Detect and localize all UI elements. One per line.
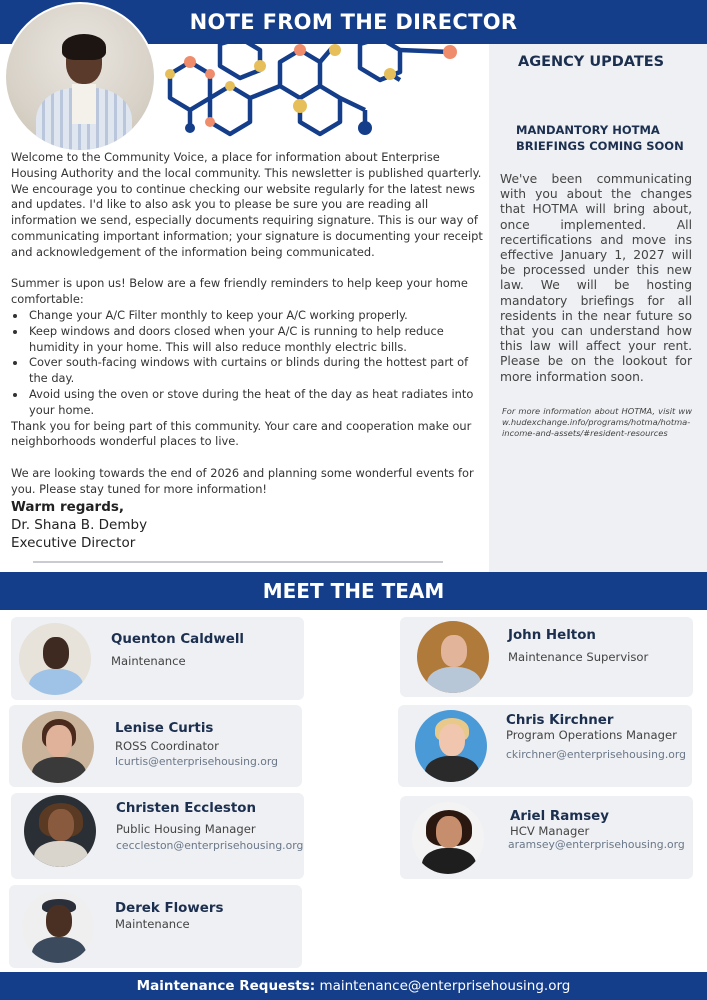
letter-summer: Summer is upon us! Below are a few friendly reminders to help keep your home comfortable:	[11, 276, 468, 307]
member-name: Lenise Curtis	[115, 721, 214, 736]
member-name: John Helton	[508, 628, 596, 643]
maintenance-footer	[0, 972, 707, 1000]
member-email[interactable]: lcurtis@enterprisehousing.org	[115, 755, 278, 768]
team-card-chris-kirchner	[398, 705, 692, 787]
avatar	[24, 795, 96, 867]
page-title: NOTE FROM THE DIRECTOR	[0, 0, 707, 44]
avatar	[415, 710, 487, 782]
avatar	[19, 623, 91, 695]
hotma-body: We've been communicating with you about the changes that HOTMA will bring about, once implemented. All recertifications and move ins effective January 1, 2027 will be processed under this new law. We will be hosting mandatory briefings for all residents in the near future so that you can understand how this law will affect your rent. Please be on the lookout for more information soon.	[500, 172, 692, 384]
team-card-derek-flowers	[9, 885, 302, 968]
member-role: HCV Manager	[510, 824, 590, 838]
member-email[interactable]: aramsey@enterprisehousing.org	[508, 838, 685, 851]
member-name: Quenton Caldwell	[111, 632, 244, 647]
reminder-list	[27, 308, 485, 419]
team-card-quenton-caldwell	[11, 617, 304, 700]
avatar	[22, 711, 94, 783]
avatar	[417, 621, 489, 693]
letter-events: We are looking towards the end of 2026 and planning some wonderful events for you. Please stay tuned for more information!	[11, 465, 474, 496]
member-role: Program Operations Manager	[506, 728, 677, 742]
list-item: • Change your A/C Filter monthly to keep your A/C working properly.	[27, 308, 485, 324]
team-section-title: MEET THE TEAM	[0, 572, 707, 610]
avatar	[412, 802, 484, 874]
section-divider	[33, 561, 443, 563]
signature-title: Executive Director	[11, 534, 136, 551]
member-name: Chris Kirchner	[506, 713, 614, 728]
director-photo	[4, 2, 156, 152]
hotma-heading: MANDANTORY HOTMA BRIEFINGS COMING SOON	[516, 123, 684, 153]
letter-intro: Welcome to the Community Voice, a place for information about Enterprise Housing Authority and the local community. This newsletter is published quarterly. We encourage you to continue checking our website regularly for the latest news and updates. I'd like to also ask you to please be sure you are reading all information we send, especially documents requiring signature. This is our way of communicating important information; your signature is documenting your receipt and acknowledgement of the information being communicated.	[11, 150, 483, 259]
list-item: • Keep windows and doors closed when your A/C is running to help reduce humidity in your home. This will also reduce monthly electric bills.	[27, 324, 485, 356]
agency-updates-title: AGENCY UPDATES	[518, 54, 665, 70]
avatar	[22, 891, 94, 963]
member-email[interactable]: ckirchner@enterprisehousing.org	[506, 748, 687, 761]
member-role: Maintenance	[115, 917, 190, 931]
hotma-link-note[interactable]: For more information about HOTMA, visit www.hudexchange.info/programs/hotma/hotma-income-and-assets/#resident-resources	[502, 406, 692, 438]
member-role: ROSS Coordinator	[115, 739, 219, 753]
maintenance-email-link[interactable]: maintenance@enterprisehousing.org	[319, 978, 571, 994]
member-email[interactable]: ceccleston@enterprisehousing.org	[116, 839, 304, 852]
team-card-ariel-ramsey	[400, 796, 693, 879]
director-letter	[11, 150, 485, 552]
member-name: Derek Flowers	[115, 901, 224, 916]
molecule-decoration	[160, 44, 480, 150]
member-name: Christen Eccleston	[116, 801, 257, 816]
list-item: • Avoid using the oven or stove during the heat of the day as heat radiates into your home.	[27, 387, 485, 419]
team-card-christen-eccleston	[11, 793, 304, 879]
letter-thanks: Thank you for being part of this community. Your care and cooperation make our neighborhoods wonderful places to live.	[11, 418, 472, 449]
list-item: • Cover south-facing windows with curtains or blinds during the hottest part of the day.	[27, 355, 485, 387]
member-role: Public Housing Manager	[116, 822, 256, 836]
team-card-lenise-curtis	[9, 705, 302, 787]
member-role: Maintenance Supervisor	[508, 650, 649, 664]
member-name: Ariel Ramsey	[510, 809, 609, 824]
signature-greeting: Warm regards,	[11, 498, 125, 515]
team-card-john-helton	[400, 617, 693, 697]
member-role: Maintenance	[111, 654, 186, 668]
signature-name: Dr. Shana B. Demby	[11, 516, 148, 533]
footer-label: Maintenance Requests:	[136, 978, 316, 994]
